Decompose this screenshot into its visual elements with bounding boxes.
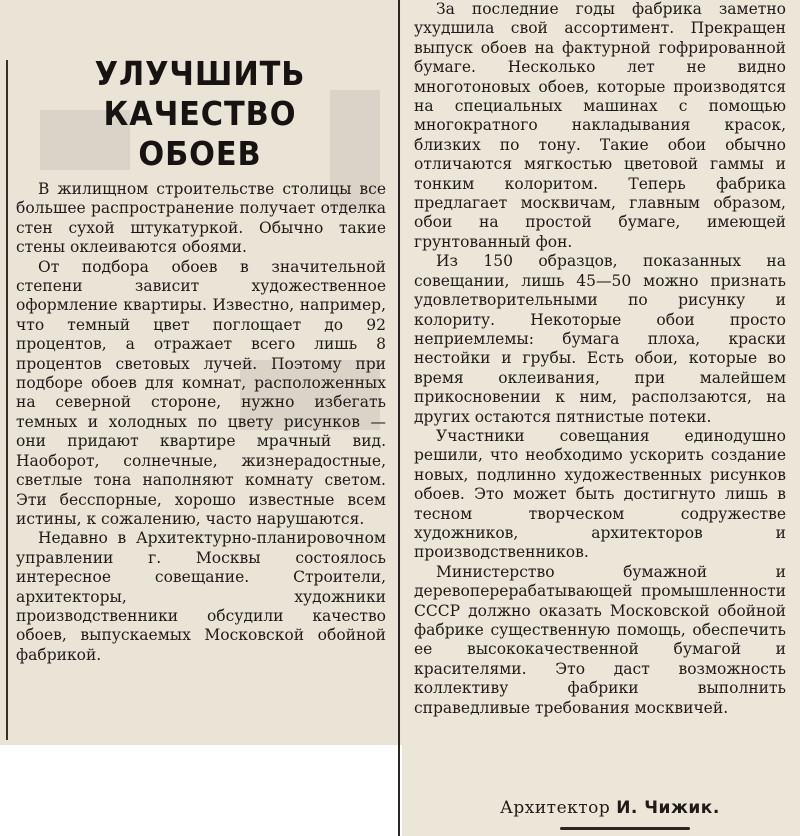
left-text-column <box>16 180 386 665</box>
paragraph: Из 150 образцов, показанных на совещании, лишь 45—50 можно признать удовлетворительными по рисунку и колориту. Некоторые обои просто неприемлемы: бумага плоха, краски нестойки и грубы. Есть обои, которые во время оклеивания, при малейшем прикосновении к ним, расползаются, на других остаются пятнистые потеки. <box>414 252 786 426</box>
article-headline <box>34 54 365 174</box>
paragraph: Министерство бумажной и деревоперерабатывающей промышленности СССР должно оказать Московской обойной фабрике существенную помощь, обеспечить ее высококачественной бумагой и красителями. Это даст возможность коллективу фабрики выполнить справедливые требования москвичей. <box>414 562 786 717</box>
paragraph: В жилищном строительстве столицы все большее распространение получает отделка стен сухой штукатуркой. Обычно такие стены оклеиваются обоями. <box>16 180 386 257</box>
author-signature <box>500 798 790 818</box>
paragraph: Недавно в Архитектурно-планировочном управлении г. Москвы состоялось интересное совещание. Строители, архитекторы, художники производственники обсудили качество обоев, выпускаемых Московской обойной фабрикой. <box>16 529 386 664</box>
right-text-column <box>414 0 786 718</box>
paragraph: От подбора обоев в значительной степени зависит художественное оформление квартиры. Известно, например, что темный цвет поглощает до 92 процентов, а отражает всего лишь 8 процентов световых лучей. Поэтому при подборе обоев для комнат, расположенных на северной стороне, нужно избегать темных и холодных по цвету рисунков — они придают квартире мрачный вид. Наоборот, солнечные, жизнерадостные, светлые тона наполняют комнату светом. Эти бесспорные, хорошо известные всем истины, к сожалению, часто нарушаются. <box>16 257 386 528</box>
headline-line: КАЧЕСТВО <box>103 94 297 133</box>
headline-line: УЛУЧШИТЬ <box>94 54 306 93</box>
left-margin-rule <box>6 60 8 740</box>
author-role: Архитектор <box>500 798 611 818</box>
headline-line: ОБОЕВ <box>138 134 262 173</box>
author-name: И. Чижик. <box>616 798 720 818</box>
column-divider <box>398 0 400 836</box>
paragraph: За последние годы фабрика заметно ухудшила свой ассортимент. Прекращен выпуск обоев на фактурной гофрированной бумаге. Несколько лет не видно многотоновых обоев, которые производятся на специальных машинах с помощью многократного накладывания красок, близких по тону. Такие обои обычно отличаются мягкостью цветовой гаммы и тонким колоритом. Теперь фабрика предлагает москвичам, главным образом, обои на простой бумаге, имеющей грунтованный фон. <box>414 0 786 251</box>
paragraph: Участники совещания единодушно решили, что необходимо ускорить создание новых, подлинно художественных рисунков обоев. Это может быть достигнуто лишь в тесном творческом содружестве художников, архитекторов и производственников. <box>414 426 786 562</box>
end-rule <box>560 827 690 830</box>
